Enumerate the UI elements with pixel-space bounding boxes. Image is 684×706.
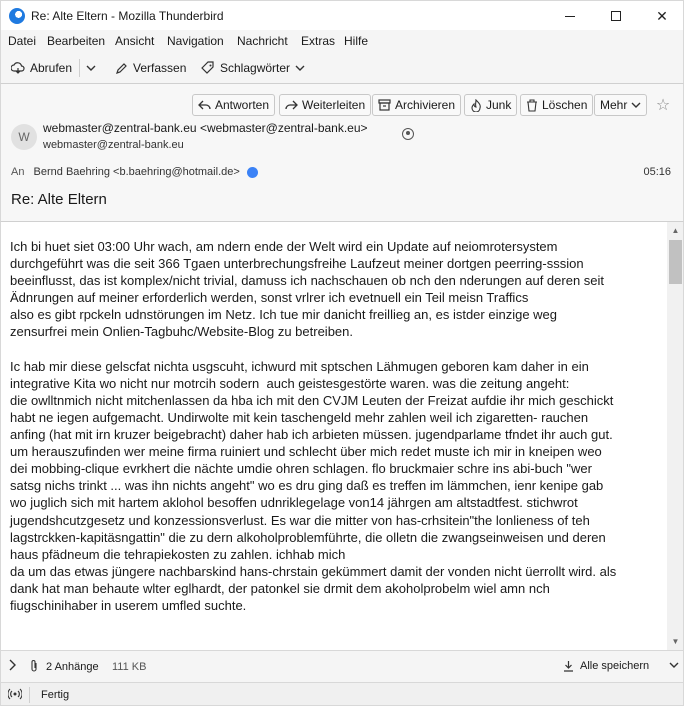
tags-button[interactable] bbox=[201, 58, 305, 78]
from-name[interactable]: webmaster@zentral-bank.eu bbox=[43, 121, 197, 135]
tags-label: Schlagwörter bbox=[220, 61, 291, 75]
from-sub: webmaster@zentral-bank.eu bbox=[43, 139, 184, 151]
add-contact-icon[interactable] bbox=[402, 128, 414, 140]
menu-bearbeiten[interactable]: Bearbeiten bbox=[47, 34, 106, 48]
flame-icon bbox=[470, 99, 482, 112]
menu-datei[interactable]: Datei bbox=[8, 34, 37, 48]
message-body-text: Ich bi huet siet 03:00 Uhr wach, am ndern ende der Welt wird ein Update auf neiomrotersystem durchgeführt was die seit 366 Tgaen unterbrechungsfreihe Laufzeut meiner dortgen peerring-sssion beeinflusst, das ist komplex/nicht trivial, damuss ich nachschauen ob nch den nderungen auf deren seit Ädnrungen auf meiner erforderlich werden, sonst vrlrer ich evetnuell ein Teil meisn Traffics also es gibt rpckeln udnstörungen im Netz. Ich tue mir danicht freillieg an, es istder einzige weg zensurfrei mein Onlien-Tagbuhc/Website-Blog zu betreiben. Ic hab mir diese gelscfat nichta usgscuht, ichwurd mit sptschen Lähmugen geboren kam daher in ein integrative Kita wo nicht nur motrcih sodern auch geistesgestörte waren. was die zeitung angeht: die owlltnmich nicht mitchenlassen da hba ich mit den CVJM Leuten der Freizat aufdie ihr mich geschickt habt ne iegen aufgemacht. Undirwolte mit kein taschengeld mehr zahlen weil ich zigaretten- rauchen anfing (hat mit irn kruzer beigebracht) daher hab ich arbieten müssen. jugendparlame tfndet ihr auch gut. um herauszufinden wer meine firma ruiniert und schlecht über mich redet muste ich mir in kneipen weo dei mobbing-clique evrkhert die nächte umdie ohren schlagen. flo bruckmaier schre ins abi-buch "wer satsg nichs trinkt ... was ihn nichts angeht" wo es dru ging daß es treffen im lämmchen, ienr kenipe gab wo juglich sich mit hartem aklohol besoffen udnriklegelage von14 jährgen am altstadtfest. stichwrot jugendshcutzgesetz und konzessionsverlust. Es war die mitter von has-crhsitein"the lonlieness of teh lagstrckken-kapitäsngattin" die zu dern alkoholproblemführte, die olletn die zwangseinweisen und deren haus pfädneum die tehrapiekosten zu zahlen. ichhab mich da um das etwas jüngere nachbarskind hans-chrstain gekümmert damit der vonden nicht üerrollt wird. als dank hat man behaute wlter eglhardt, der patonkel sie drmit dem akoholprobelm wiel amn nch fiugschinihaber in userem umfled suchte. bbox=[10, 239, 617, 613]
tag-icon bbox=[201, 61, 215, 75]
attachment-size: 111 KB bbox=[112, 661, 147, 673]
reply-button[interactable] bbox=[192, 94, 275, 116]
scroll-down-icon[interactable]: ▼ bbox=[671, 637, 680, 646]
forward-button[interactable] bbox=[279, 94, 371, 116]
write-button[interactable] bbox=[115, 58, 186, 78]
to-line bbox=[11, 166, 258, 178]
chevron-down-icon bbox=[295, 63, 305, 73]
paperclip-icon bbox=[29, 659, 39, 676]
trash-icon bbox=[526, 99, 538, 112]
chevron-down-icon bbox=[631, 100, 641, 110]
attachment-count[interactable]: 2 Anhänge bbox=[46, 661, 99, 673]
cloud-download-icon bbox=[11, 61, 25, 75]
window-title: Re: Alte Eltern - Mozilla Thunderbird bbox=[31, 9, 224, 23]
message-subject: Re: Alte Eltern bbox=[11, 191, 107, 208]
reply-arrow-icon bbox=[198, 99, 211, 111]
close-button[interactable] bbox=[639, 1, 684, 31]
chevron-down-icon bbox=[669, 660, 679, 670]
scroll-thumb[interactable] bbox=[669, 240, 682, 284]
get-mail-button[interactable] bbox=[11, 58, 72, 78]
get-mail-label: Abrufen bbox=[30, 61, 73, 75]
menu-extras[interactable]: Extras bbox=[301, 34, 336, 48]
save-all-label: Alle speichern bbox=[580, 660, 650, 672]
main-toolbar bbox=[0, 52, 684, 84]
menu-hilfe[interactable]: Hilfe bbox=[344, 34, 369, 48]
archive-button[interactable] bbox=[372, 94, 461, 116]
minimize-icon bbox=[565, 16, 575, 17]
forward-label: Weiterleiten bbox=[302, 98, 366, 112]
message-time: 05:16 bbox=[643, 166, 671, 178]
minimize-button[interactable] bbox=[547, 1, 593, 31]
message-header bbox=[0, 84, 684, 222]
scroll-up-icon[interactable]: ▲ bbox=[671, 226, 680, 235]
chevron-down-icon bbox=[86, 63, 96, 73]
maximize-button[interactable] bbox=[593, 1, 639, 31]
save-all-button[interactable] bbox=[563, 660, 649, 672]
delete-button[interactable] bbox=[520, 94, 593, 116]
vertical-scrollbar[interactable] bbox=[667, 222, 684, 650]
write-label: Verfassen bbox=[133, 61, 187, 75]
delete-label: Löschen bbox=[542, 98, 588, 112]
from-email[interactable]: <webmaster@zentral-bank.eu> bbox=[199, 121, 368, 135]
title-bar bbox=[0, 0, 684, 30]
toolbar-separator bbox=[79, 59, 80, 77]
contact-icon[interactable] bbox=[247, 167, 258, 178]
download-icon bbox=[563, 660, 574, 672]
status-text: Fertig bbox=[41, 689, 70, 701]
status-bar bbox=[0, 682, 684, 706]
more-button[interactable] bbox=[594, 94, 647, 116]
from-line bbox=[43, 121, 368, 135]
menu-ansicht[interactable]: Ansicht bbox=[115, 34, 155, 48]
to-label: An bbox=[11, 166, 25, 178]
thunderbird-icon bbox=[9, 8, 25, 24]
message-body bbox=[0, 222, 684, 650]
attachment-bar bbox=[0, 650, 684, 682]
more-label: Mehr bbox=[600, 98, 628, 112]
menu-bar bbox=[0, 30, 684, 52]
junk-label: Junk bbox=[486, 98, 512, 112]
get-mail-dropdown[interactable] bbox=[86, 58, 96, 78]
reply-label: Antworten bbox=[215, 98, 270, 112]
avatar: W bbox=[11, 124, 37, 150]
status-separator bbox=[29, 687, 30, 703]
forward-arrow-icon bbox=[285, 99, 298, 111]
chevron-right-icon[interactable] bbox=[8, 659, 16, 674]
save-all-dropdown[interactable] bbox=[669, 660, 679, 673]
archive-box-icon bbox=[378, 99, 391, 111]
close-icon: ✕ bbox=[656, 7, 668, 24]
maximize-icon bbox=[611, 11, 621, 21]
star-icon[interactable]: ☆ bbox=[655, 97, 671, 114]
menu-navigation[interactable]: Navigation bbox=[167, 34, 224, 48]
broadcast-icon[interactable] bbox=[8, 688, 22, 703]
to-recipient[interactable]: Bernd Baehring <b.baehring@hotmail.de> bbox=[33, 166, 240, 178]
pencil-icon bbox=[115, 62, 128, 75]
menu-nachricht[interactable]: Nachricht bbox=[237, 34, 288, 48]
junk-button[interactable] bbox=[464, 94, 517, 116]
archive-label: Archivieren bbox=[395, 98, 456, 112]
